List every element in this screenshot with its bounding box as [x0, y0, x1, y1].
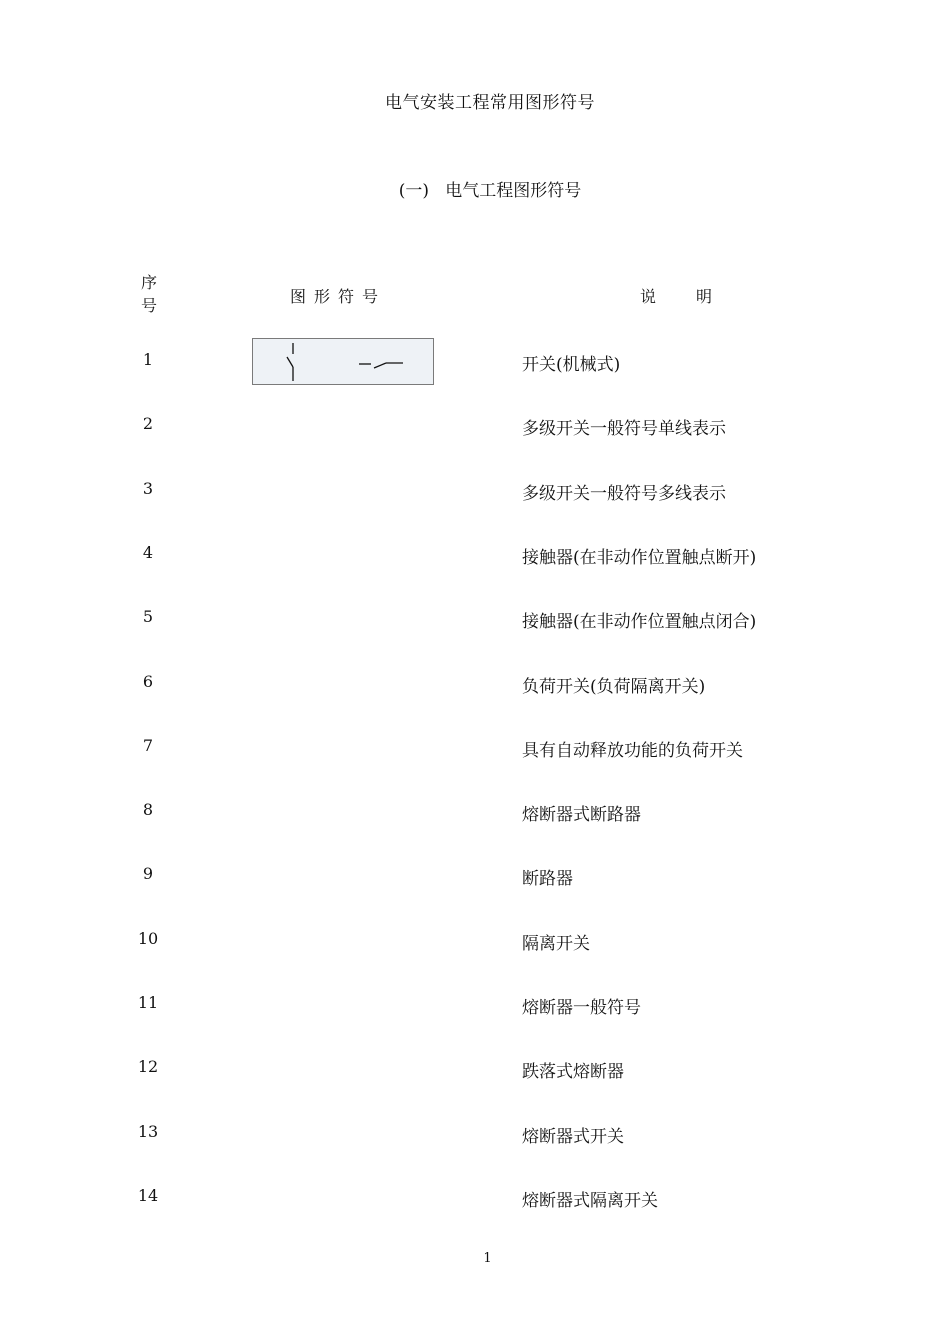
row-serial-number: 3 — [142, 479, 154, 498]
row-description: 多级开关一般符号多线表示 — [522, 484, 726, 504]
table-row — [0, 479, 950, 503]
row-description: 熔断器式开关 — [522, 1127, 624, 1147]
row-serial-number: 4 — [142, 543, 154, 562]
table-row — [0, 543, 950, 567]
table-row — [0, 1122, 950, 1146]
row-description: 熔断器式隔离开关 — [522, 1191, 658, 1211]
row-description: 隔离开关 — [522, 934, 590, 954]
table-row — [0, 672, 950, 696]
table-row — [0, 1186, 950, 1210]
row-description: 接触器(在非动作位置触点断开) — [522, 548, 757, 568]
page-number: 1 — [483, 1251, 492, 1266]
table-row — [0, 350, 950, 374]
row-serial-number: 6 — [142, 672, 154, 691]
section-title: (一) 电气工程图形符号 — [398, 181, 582, 201]
row-serial-number: 11 — [137, 993, 159, 1012]
document-title: 电气安装工程常用图形符号 — [385, 93, 595, 113]
row-description: 具有自动释放功能的负荷开关 — [522, 741, 743, 761]
table-row — [0, 414, 950, 438]
row-serial-number: 14 — [137, 1186, 159, 1205]
row-serial-number: 8 — [142, 800, 154, 819]
row-description: 熔断器式断路器 — [522, 805, 641, 825]
row-serial-number: 10 — [137, 929, 159, 948]
table-row — [0, 1057, 950, 1081]
header-description: 说明 — [640, 287, 753, 306]
header-serial-line-1: 序 — [140, 273, 157, 292]
row-description: 跌落式熔断器 — [522, 1062, 624, 1082]
row-description: 开关(机械式) — [522, 355, 621, 375]
table-row — [0, 607, 950, 631]
header-graphic-symbol: 图形符号 — [290, 287, 387, 306]
row-serial-number: 12 — [137, 1057, 159, 1076]
header-serial-line-2: 号 — [140, 296, 157, 315]
header-serial-number — [138, 271, 160, 317]
table-row — [0, 929, 950, 953]
table-row — [0, 800, 950, 824]
row-serial-number: 1 — [142, 350, 154, 369]
row-description: 多级开关一般符号单线表示 — [522, 419, 726, 439]
row-serial-number: 9 — [142, 864, 154, 883]
row-serial-number: 2 — [142, 414, 154, 433]
table-row — [0, 736, 950, 760]
row-description: 熔断器一般符号 — [522, 998, 641, 1018]
row-serial-number: 13 — [137, 1122, 159, 1141]
row-description: 接触器(在非动作位置触点闭合) — [522, 612, 757, 632]
table-row — [0, 864, 950, 888]
row-serial-number: 7 — [142, 736, 154, 755]
row-serial-number: 5 — [142, 607, 154, 626]
row-description: 断路器 — [522, 869, 573, 889]
table-row — [0, 993, 950, 1017]
row-description: 负荷开关(负荷隔离开关) — [522, 677, 706, 697]
